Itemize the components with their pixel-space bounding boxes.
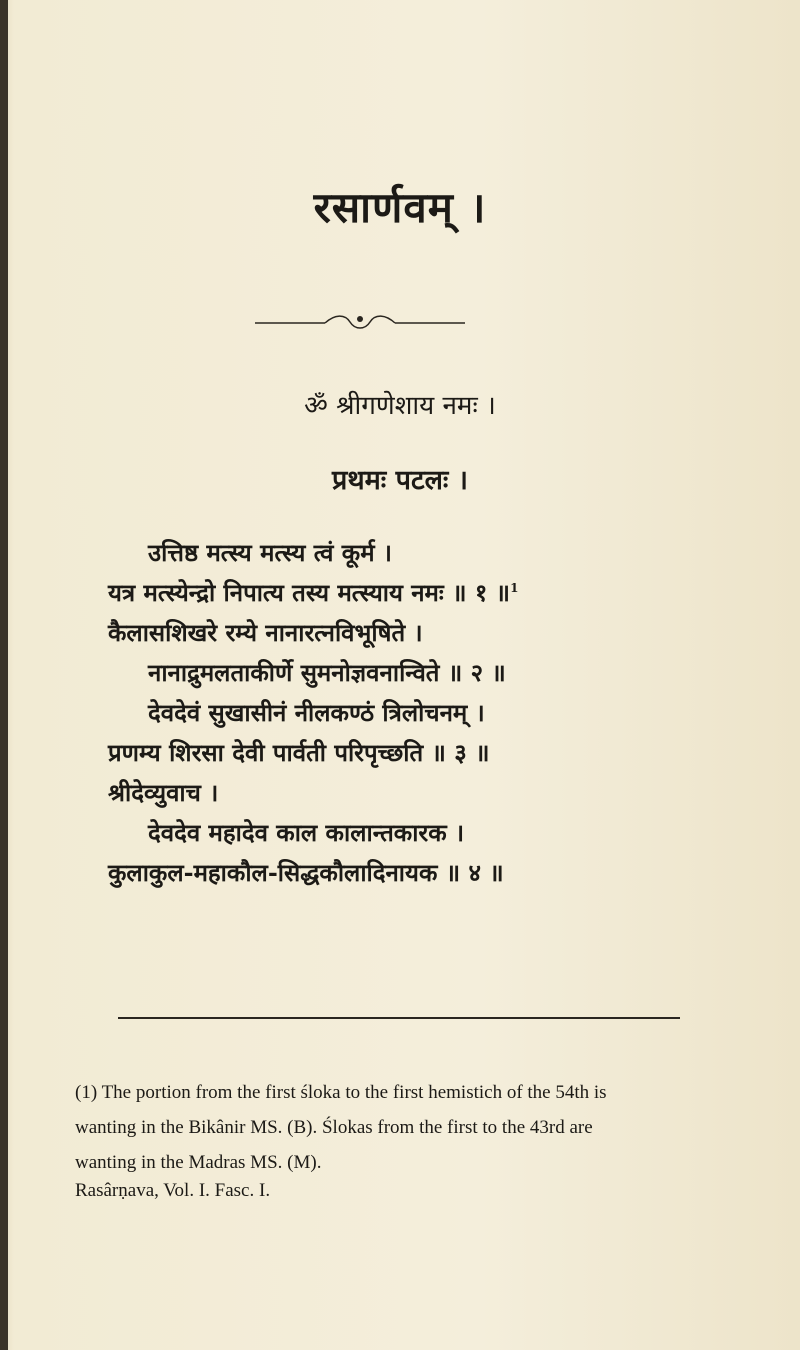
chapter-heading: प्रथमः पटलः । [332,465,468,496]
verse-line: उत्तिष्ठ मत्स्य मत्स्य त्वं कूर्म । [148,538,393,567]
verse-line: कैलासशिखरे रम्ये नानारत्नविभूषिते । [108,618,423,647]
book-title: रसार्णवम् । [313,183,487,232]
verse-line-text: यत्र मत्स्येन्द्रो निपात्य तस्य मत्स्याय नमः ॥ १ ॥ [108,578,511,607]
invocation: ॐ श्रीगणेशाय नमः । [304,391,496,421]
verse-line [108,576,518,609]
series-line: Rasârṇava, Vol. I. Fasc. I. [75,1180,271,1201]
footnote-marker: 1 [510,581,519,595]
verse-line: श्रीदेव्युवाच । [108,778,219,807]
ornament-divider [255,310,465,334]
verse-line: कुलाकुल-महाकौल-सिद्धकौलादिनायक ॥ ४ ॥ [108,858,504,887]
verse-line: देवदेवं सुखासीनं नीलकण्ठं त्रिलोचनम् । [148,698,485,727]
footnote-number: (1) [75,1082,98,1103]
verse-line: देवदेव महादेव काल कालान्तकारक । [148,818,465,847]
footnote-text: The portion from the first śloka to the first hemistich of the 54th is wanting in the Bikânir MS. (B). Ślokas from the first to the 43rd are wanting in the Madras MS. (M). [75,1082,607,1173]
verse-line: प्रणम्य शिरसा देवी पार्वती परिपृच्छति ॥ ३ ॥ [108,738,490,767]
footnote-rule [118,1017,680,1019]
footnote [75,1075,655,1180]
verse-line: नानाद्रुमलताकीर्णे सुमनोज्ञवनान्विते ॥ २ ॥ [148,658,506,687]
